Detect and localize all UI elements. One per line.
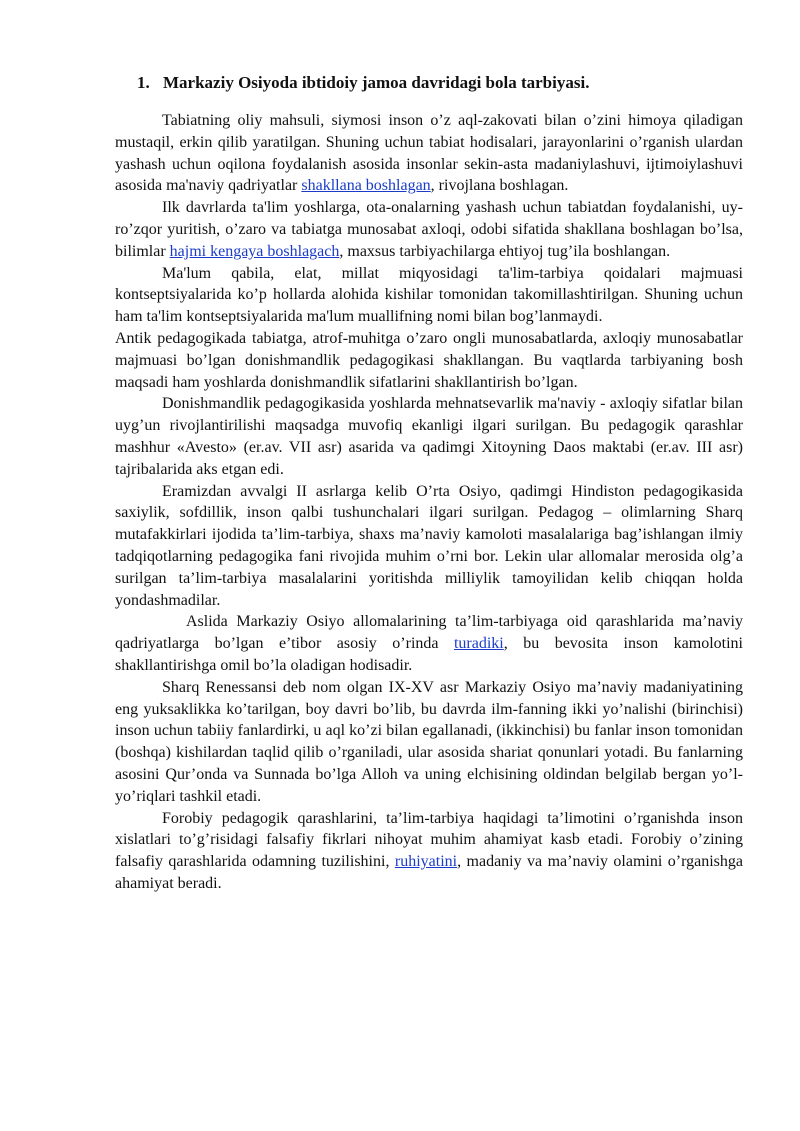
- paragraph-3: Ma'lum qabila, elat, millat miqyosidagi ta'lim-tarbiya qoidalari majmuasi kontseptsiyalarida ko’p hollarda alohida kishilar tomonidan takomillashtirilgan. Shuning uchun ham ta'lim kontseptsiyalarida ma'lum muallifning nomi bilan bog’lanmaydi.: [115, 264, 743, 326]
- paragraph-text: Ilk davrlarda ta'lim yoshlarga, ota-onalarning yashash uchun tabiatdan foydalanishi, uy-ro’zqor yuritish, o’zaro va tabiatga munosabat axloqi, odobi sifatida shakllana boshlagan bo’lsa, bilimlar: [115, 199, 743, 260]
- paragraph-text: , madaniy va ma’naviy olamini o’rganishga ahamiyat beradi.: [115, 853, 743, 892]
- paragraph-text: Forobiy pedagogik qarashlarini, ta’lim-tarbiya haqidagi ta’limotini o’rganishda inson xislatlari to’g’risidagi falsafiy fikrlari nihoyat muhim ahamiyat kasb etadi. Forobiy o’zining falsafiy qarashlarida odamning tuzilishini,: [115, 809, 743, 871]
- paragraph-text: Tabiatning oliy mahsuli, siymosi inson o’z aql-zakovati bilan o’zini himoya qiladigan mustaqil, erkin qilib yaratilgan. Shuning uchun tabiat hodisalari, jarayonlarini o’rganish ulardan yashash uchun oqilona foydalanish asosida insonlar sekin-asta madaniylashuvi, ijtimoiylashuvi asosida ma'naviy qadriyatlar: [115, 112, 743, 195]
- paragraph-8: Sharq Renessansi deb nom olgan IX-XV asr Markaziy Osiyo ma’naviy madaniyatining eng yuksaklikka ko’tarilgan, boy davri bo’lib, bu davrda ilm-fanning ikki yo’nalishi (birinchisi) inson uchun tabiiy fanlardirki, u aql ko’zi bilan egallanadi, (ikkinchisi) bu fanlar inson tomonidan (boshqa) kishilardan taqlid qilib o’rganiladi, ular asosida shariat qonunlari yotadi. Bu fanlarning asosini Qur’onda va Sunnada bo’lga Alloh va uning elchisining oldindan belgilab bergan yo’l-yo’riqlari tashkil etadi.: [115, 678, 743, 805]
- paragraph-5: Donishmandlik pedagogikasida yoshlarda mehnatsevarlik ma'naviy - axloqiy sifatlar bilan uyg’un rivojlantirilishi maqsadga muvofiq ekanligi ilgari surilgan. Bu pedagogik qarashlar mashhur «Avesto» (er.av. VII asr) asarida va qadimgi Xitoyning Daos maktabi (er.av. III asr) tajribalarida aks etgan edi.: [115, 395, 743, 478]
- paragraph-9: [115, 808, 743, 895]
- paragraph-6: Eramizdan avvalgi II asrlarga kelib O’rta Osiyo, qadimgi Hindiston pedagogikasida saxiylik, sofdillik, inson qalbi tushunchalari ilgari surilgan. Pedagog – olimlarning Sharq mutafakkirlari ijodida ta’lim-tarbiya, shaxs ma’naviy kamoloti masalalariga bag’ishlangan ilmiy tadqiqotlarning pedagogika fani rivojida muhim o’rni bor. Lekin ular allomalar merosida olg’a surilgan ta’lim-tarbiya masalalarini yoritishda milliylik tamoyilidan kelib chiqqan holda yondashmadilar.: [115, 482, 743, 609]
- link-turadiki[interactable]: turadiki: [453, 635, 504, 653]
- paragraph-text: , rivojlana boshlagan.: [430, 177, 569, 195]
- paragraph-text: , maxsus tarbiyachilarga ehtiyoj tug’ila boshlangan.: [339, 242, 671, 260]
- section-heading: [137, 72, 743, 94]
- paragraph-1: [115, 110, 743, 197]
- link-ruhiyatini[interactable]: ruhiyatini: [394, 853, 458, 871]
- heading-number: 1.: [137, 73, 150, 92]
- heading-title: Markaziy Osiyoda ibtidoiy jamoa davridagi bola tarbiyasi.: [163, 73, 590, 92]
- paragraph-2: [115, 197, 743, 262]
- document-body: [115, 110, 743, 895]
- link-shakllana-boshlagan[interactable]: shakllana boshlagan: [301, 177, 431, 195]
- paragraph-7: [115, 611, 743, 676]
- link-hajmi-kengaya-boshlagach[interactable]: hajmi kengaya boshlagach: [169, 242, 340, 260]
- paragraph-text: Aslida Markaziy Osiyo allomalarining ta’lim-tarbiyaga oid qarashlarida ma’naviy qadriyatlarga bo’lgan e’tibor asosiy o’rinda: [115, 613, 743, 653]
- paragraph-text: , bu bevosita inson kamolotini shakllantirishga omil bo’la oladigan hodisadir.: [115, 635, 743, 674]
- document-page: [115, 72, 743, 895]
- paragraph-4: Antik pedagogikada tabiatga, atrof-muhitga o’zaro ongli munosabatlarda, axloqiy munosabatlar majmuasi bo’lgan donishmandlik pedagogikasi shakllangan. Bu vaqtlarda tarbiyaning bosh maqsadi ham yoshlarda donishmandlik sifatlarini shakllantirish bo’lgan.: [115, 329, 743, 391]
